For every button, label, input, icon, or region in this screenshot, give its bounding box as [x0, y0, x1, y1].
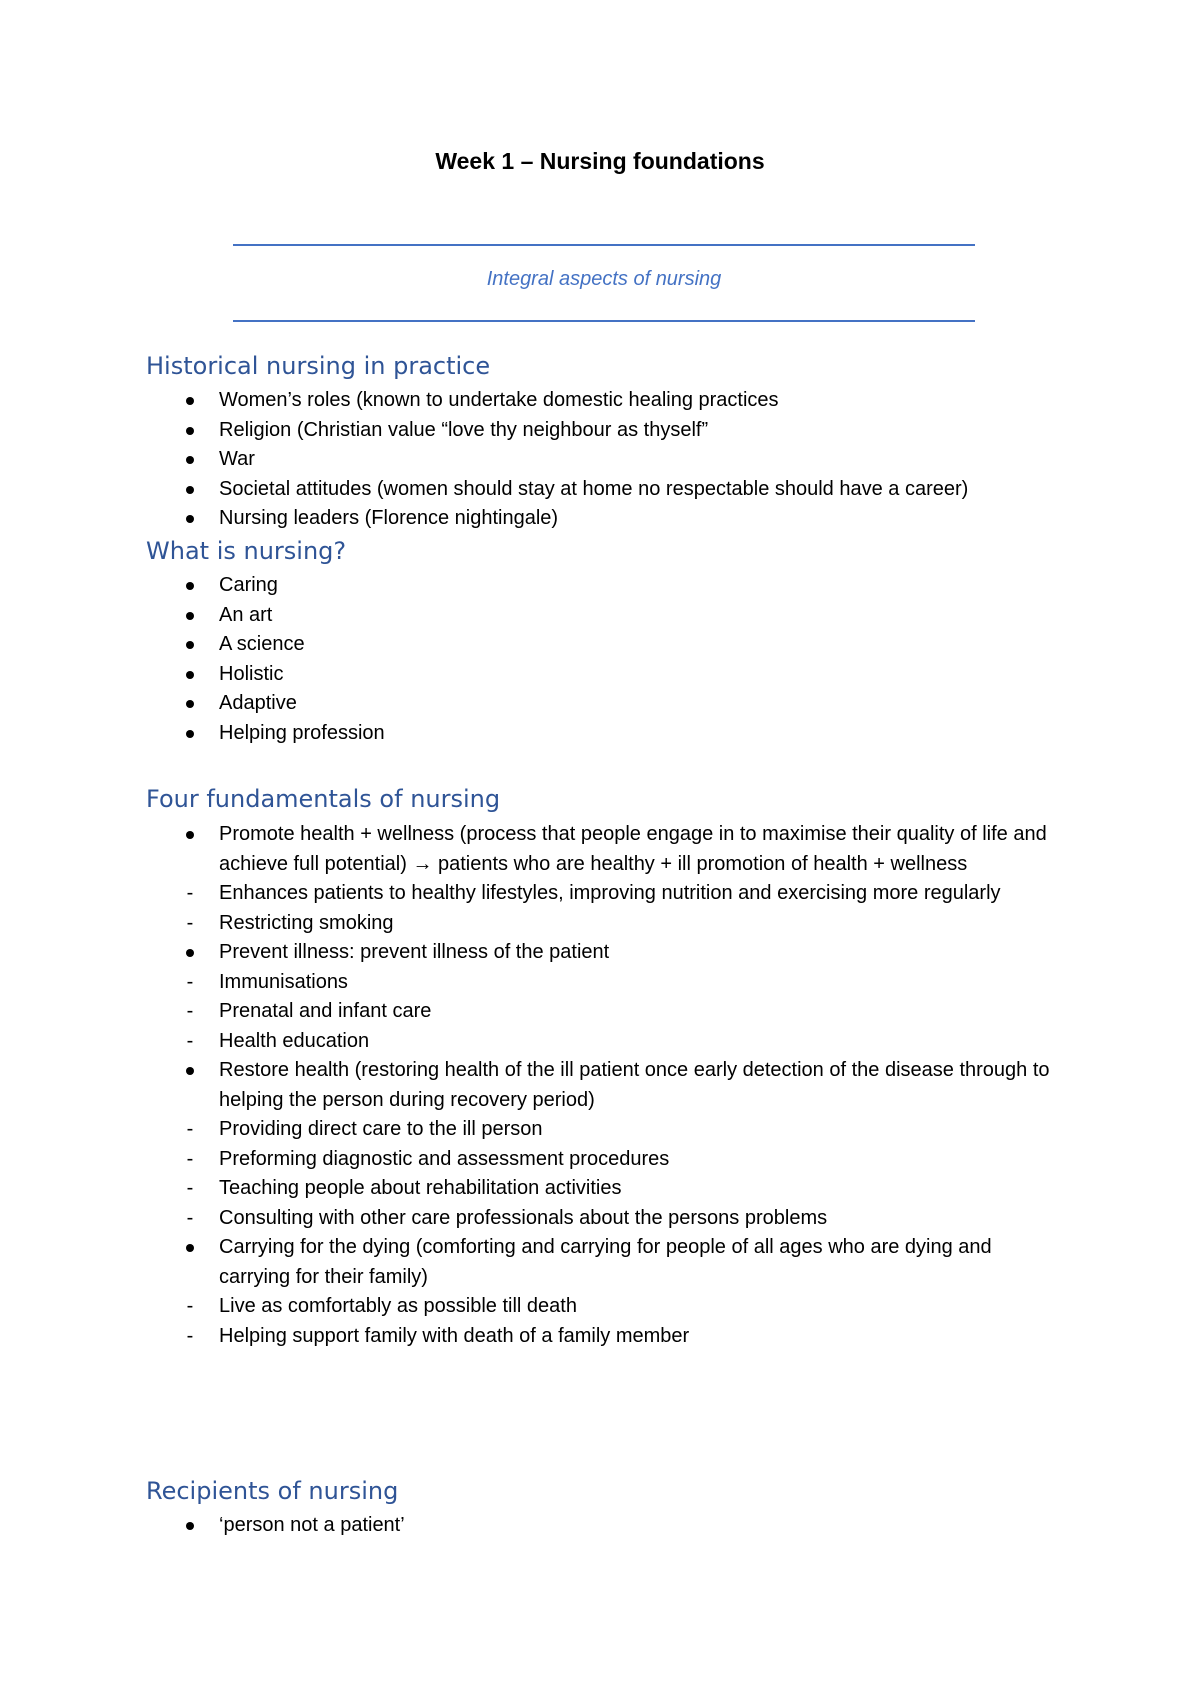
dash-list-item — [0, 909, 1200, 939]
section-heading-historical: Historical nursing in practice — [146, 352, 491, 380]
list-item-text: War — [219, 448, 255, 470]
dash-marker-icon — [184, 1174, 196, 1204]
dash-list-item — [0, 1322, 1200, 1352]
dash-marker-icon — [184, 1204, 196, 1234]
bullet-list-item — [0, 1233, 1200, 1292]
list-item-text: Prevent illness: prevent illness of the patient — [219, 941, 610, 963]
list-item-text: Promote health + wellness (process that people engage in to maximise their quality of life and achieve full potential) → patients who are healthy + ill promotion of health + wellness — [219, 823, 1047, 875]
list-item-text: Helping profession — [219, 721, 385, 744]
list-item-text: Women’s roles (known to undertake domestic healing practices — [219, 389, 779, 411]
list-historical — [0, 386, 1200, 534]
page-title: Week 1 – Nursing foundations — [435, 148, 765, 174]
section-heading-what-is-nursing: What is nursing? — [146, 537, 347, 565]
list-item-text: Health education — [219, 1029, 370, 1052]
bullet-list-item — [0, 660, 1200, 690]
section-heading-four-fundamentals: Four fundamentals of nursing — [146, 785, 501, 813]
list-four-fundamentals — [0, 820, 1200, 1351]
dash-list-item — [0, 997, 1200, 1027]
bullet-list-item — [0, 416, 1200, 446]
list-item-text: An art — [219, 603, 273, 626]
dash-list-item — [0, 1174, 1200, 1204]
dash-marker-icon — [184, 968, 196, 998]
list-item-text: Adaptive — [219, 692, 297, 714]
bullet-list-item — [0, 601, 1200, 631]
intense-quote — [233, 244, 975, 322]
dash-marker-icon — [184, 1292, 196, 1322]
list-item-text: Teaching people about rehabilitation activities — [219, 1177, 622, 1199]
bullet-list-item — [0, 386, 1200, 416]
list-item-text: Nursing leaders (Florence nightingale) — [219, 507, 559, 529]
list-item-text: Providing direct care to the ill person — [219, 1118, 543, 1140]
list-item-text: Live as comfortably as possible till death — [219, 1295, 577, 1317]
bullet-list-item — [0, 1511, 1200, 1541]
list-recipients — [0, 1511, 1200, 1541]
bullet-list-item — [0, 719, 1200, 749]
dash-marker-icon — [184, 909, 196, 939]
dash-marker-icon — [184, 1027, 196, 1057]
dash-list-item — [0, 1145, 1200, 1175]
dash-marker-icon — [184, 1115, 196, 1145]
bullet-list-item — [0, 938, 1200, 968]
list-item-text: Preforming diagnostic and assessment procedures — [219, 1147, 670, 1170]
dash-list-item — [0, 968, 1200, 998]
list-item-text: Enhances patients to healthy lifestyles, improving nutrition and exercising more regularly — [219, 882, 1001, 904]
list-item-text: Religion (Christian value “love thy neighbour as thyself” — [219, 418, 709, 441]
dash-marker-icon — [184, 879, 196, 909]
list-item-text: Helping support family with death of a family member — [219, 1324, 690, 1347]
list-item-text: Restore health (restoring health of the ill patient once early detection of the disease through to helping the person during recovery period) — [219, 1059, 1050, 1111]
dash-list-item — [0, 1204, 1200, 1234]
dash-marker-icon — [184, 1322, 196, 1352]
bullet-list-item — [0, 689, 1200, 719]
bullet-list-item — [0, 820, 1200, 879]
bullet-list-item — [0, 504, 1200, 534]
list-item-text: Caring — [219, 574, 278, 596]
bullet-list-item — [0, 630, 1200, 660]
list-item-text: A science — [219, 633, 305, 655]
dash-marker-icon — [184, 1145, 196, 1175]
bullet-list-item — [0, 445, 1200, 475]
list-item-text: Holistic — [219, 662, 284, 685]
dash-list-item — [0, 1115, 1200, 1145]
dash-marker-icon — [184, 997, 196, 1027]
list-item-text: Consulting with other care professionals about the persons problems — [219, 1206, 828, 1229]
list-item-text: Carrying for the dying (comforting and carrying for people of all ages who are dying and carrying for their family) — [219, 1236, 992, 1288]
dash-list-item — [0, 1292, 1200, 1322]
bullet-list-item — [0, 475, 1200, 505]
quote-text: Integral aspects of nursing — [486, 268, 722, 290]
bullet-list-item — [0, 571, 1200, 601]
list-item-text: Immunisations — [219, 970, 348, 993]
dash-list-item — [0, 879, 1200, 909]
list-what-is-nursing — [0, 571, 1200, 748]
list-item-text: Restricting smoking — [219, 911, 394, 934]
list-item-text: ‘person not a patient’ — [219, 1514, 405, 1536]
list-item-text: Prenatal and infant care — [219, 1000, 432, 1022]
section-heading-recipients: Recipients of nursing — [146, 1477, 399, 1505]
bullet-list-item — [0, 1056, 1200, 1115]
dash-list-item — [0, 1027, 1200, 1057]
list-item-text: Societal attitudes (women should stay at home no respectable should have a career) — [219, 477, 969, 500]
